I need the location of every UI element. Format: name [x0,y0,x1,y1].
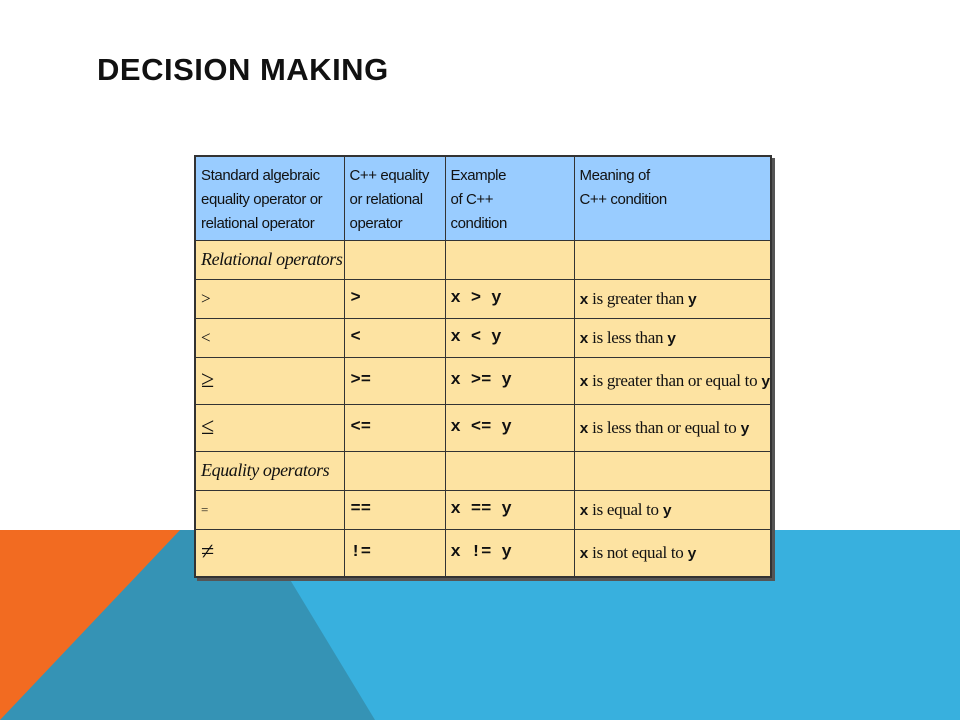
section-row-equality [195,451,771,490]
header-line: Example [450,167,507,184]
cpp-operator: >= [344,357,445,404]
section-label: Equality operators [195,451,344,490]
meaning-text: is greater than [588,288,688,308]
example-condition: x < y [445,318,574,357]
header-line: C++ equality [349,167,429,184]
algebraic-operator: ≤ [195,404,344,451]
meaning-var: x [579,545,589,563]
table-header-row [195,156,771,240]
table-row [195,279,771,318]
header-meaning [574,156,771,240]
meaning-var: x [579,373,589,391]
section-row-relational [195,240,771,279]
header-line: of C++ [450,191,494,208]
meaning-cell [574,318,771,357]
table-row [195,318,771,357]
meaning-text: is greater than or equal to [588,370,762,390]
meaning-cell [574,490,771,529]
header-example [445,156,574,240]
meaning-text: is less than or equal to [588,417,741,437]
meaning-text: is less than [588,327,668,347]
header-line: relational operator [201,215,315,232]
meaning-var: y [740,420,750,438]
table-row [195,357,771,404]
example-condition: x > y [445,279,574,318]
meaning-text: is not equal to [588,542,688,562]
meaning-cell [574,357,771,404]
cpp-operator: <= [344,404,445,451]
algebraic-operator: < [195,318,344,357]
header-line: Standard algebraic [201,167,320,184]
meaning-var: y [687,545,697,563]
meaning-var: y [687,291,697,309]
header-line: Meaning of [579,167,650,184]
meaning-text: is equal to [588,499,663,519]
header-line: or relational [349,191,423,208]
header-line: operator [349,215,403,232]
operators-table [194,155,772,578]
meaning-cell [574,279,771,318]
meaning-var: x [579,420,589,438]
header-cpp-operator [344,156,445,240]
section-label: Relational operators [195,240,344,279]
table-row [195,404,771,451]
example-condition: x == y [445,490,574,529]
header-line: equality operator or [201,191,323,208]
meaning-var: y [662,502,672,520]
meaning-var: x [579,502,589,520]
header-line: C++ condition [579,191,667,208]
table-row [195,529,771,577]
meaning-cell [574,404,771,451]
algebraic-operator: > [195,279,344,318]
example-condition: x != y [445,529,574,577]
table-row [195,490,771,529]
header-standard-algebraic [195,156,344,240]
meaning-var: x [579,291,589,309]
meaning-var: x [579,330,589,348]
example-condition: x <= y [445,404,574,451]
algebraic-operator: ≥ [195,357,344,404]
cpp-operator: > [344,279,445,318]
cpp-operator: != [344,529,445,577]
example-condition: x >= y [445,357,574,404]
cpp-operator: < [344,318,445,357]
algebraic-operator: ≠ [195,529,344,577]
algebraic-operator: = [195,490,344,529]
page-title: DECISION MAKING [97,52,389,87]
meaning-var: y [667,330,676,348]
meaning-cell [574,529,771,577]
meaning-var: y [761,373,770,391]
header-line: condition [450,215,507,232]
cpp-operator: == [344,490,445,529]
